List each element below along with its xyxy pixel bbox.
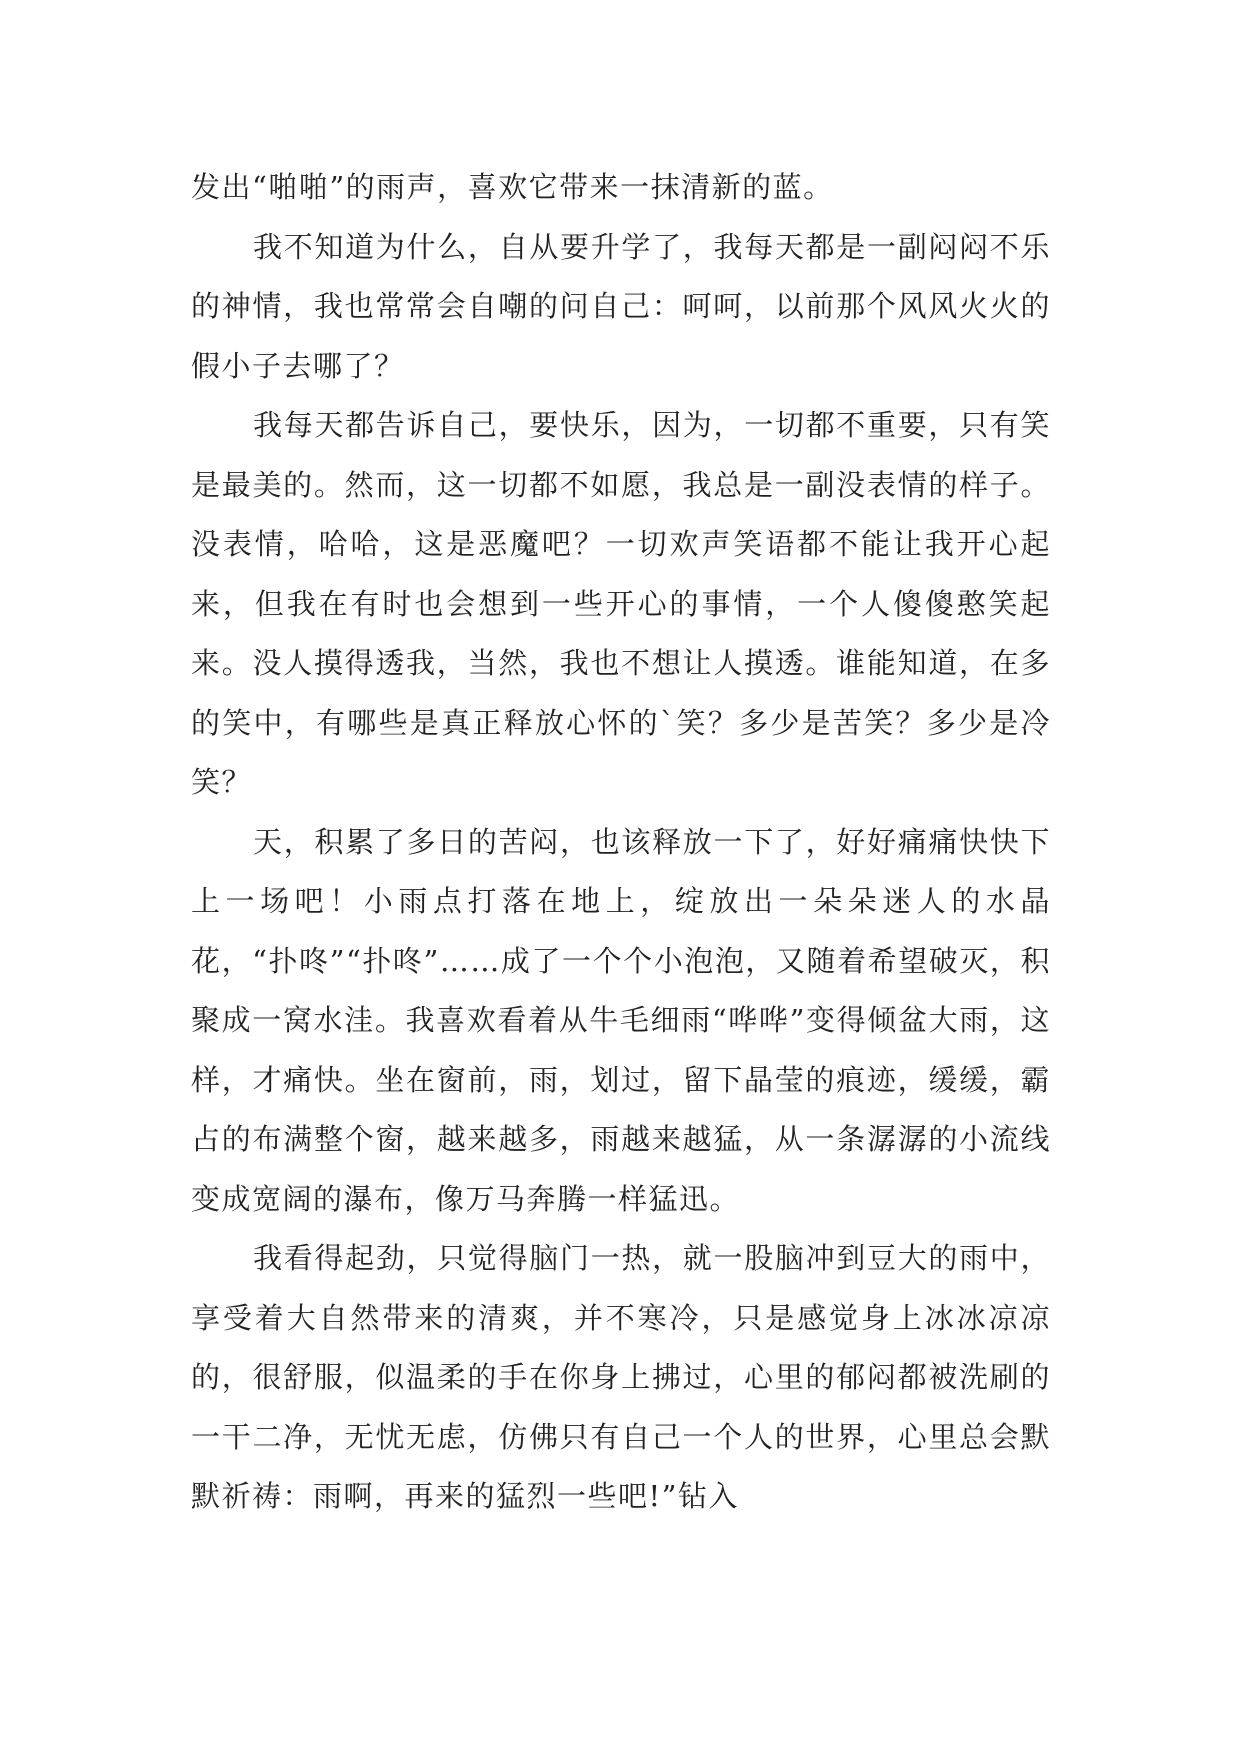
paragraph-continued: 发出“啪啪”的雨声，喜欢它带来一抹清新的蓝。 bbox=[191, 170, 834, 204]
paragraph: 我每天都告诉自己，要快乐，因为，一切都不重要，只有笑是最美的。然而，这一切都不如愿，我总是一副没表情的样子。没表情，哈哈，这是恶魔吧？一切欢声笑语都不能让我开心起来，但我在有时也会想到一些开心的事情，一个人傻傻憨笑起来。没人摸得透我，当然，我也不想让人摸透。谁能知道，在多的笑中，有哪些是真正释放心怀的`笑？多少是苦笑？多少是冷笑？ bbox=[191, 408, 1051, 799]
document-body bbox=[191, 158, 1051, 1527]
paragraph: 天，积累了多日的苦闷，也该释放一下了，好好痛痛快快下上一场吧！小雨点打落在地上，绽放出一朵朵迷人的水晶花，“扑咚”“扑咚”……成了一个个小泡泡，又随着希望破灭，积聚成一窝水洼。我喜欢看着从牛毛细雨“哗哗”变得倾盆大雨，这样，才痛快。坐在窗前，雨，划过，留下晶莹的痕迹，缓缓，霸占的布满整个窗，越来越多，雨越来越猛，从一条潺潺的小流线变成宽阔的瀑布，像万马奔腾一样猛迅。 bbox=[191, 824, 1051, 1216]
paragraph: 我不知道为什么，自从要升学了，我每天都是一副闷闷不乐的神情，我也常常会自嘲的问自己：呵呵，以前那个风风火火的假小子去哪了？ bbox=[191, 229, 1051, 383]
paragraph: 我看得起劲，只觉得脑门一热，就一股脑冲到豆大的雨中，享受着大自然带来的清爽，并不寒冷，只是感觉身上冰冰凉凉的，很舒服，似温柔的手在你身上拂过，心里的郁闷都被洗刷的一干二净，无忧无虑，仿佛只有自己一个人的世界，心里总会默默祈祷：雨啊，再来的猛烈一些吧!”钻入 bbox=[191, 1241, 1051, 1513]
